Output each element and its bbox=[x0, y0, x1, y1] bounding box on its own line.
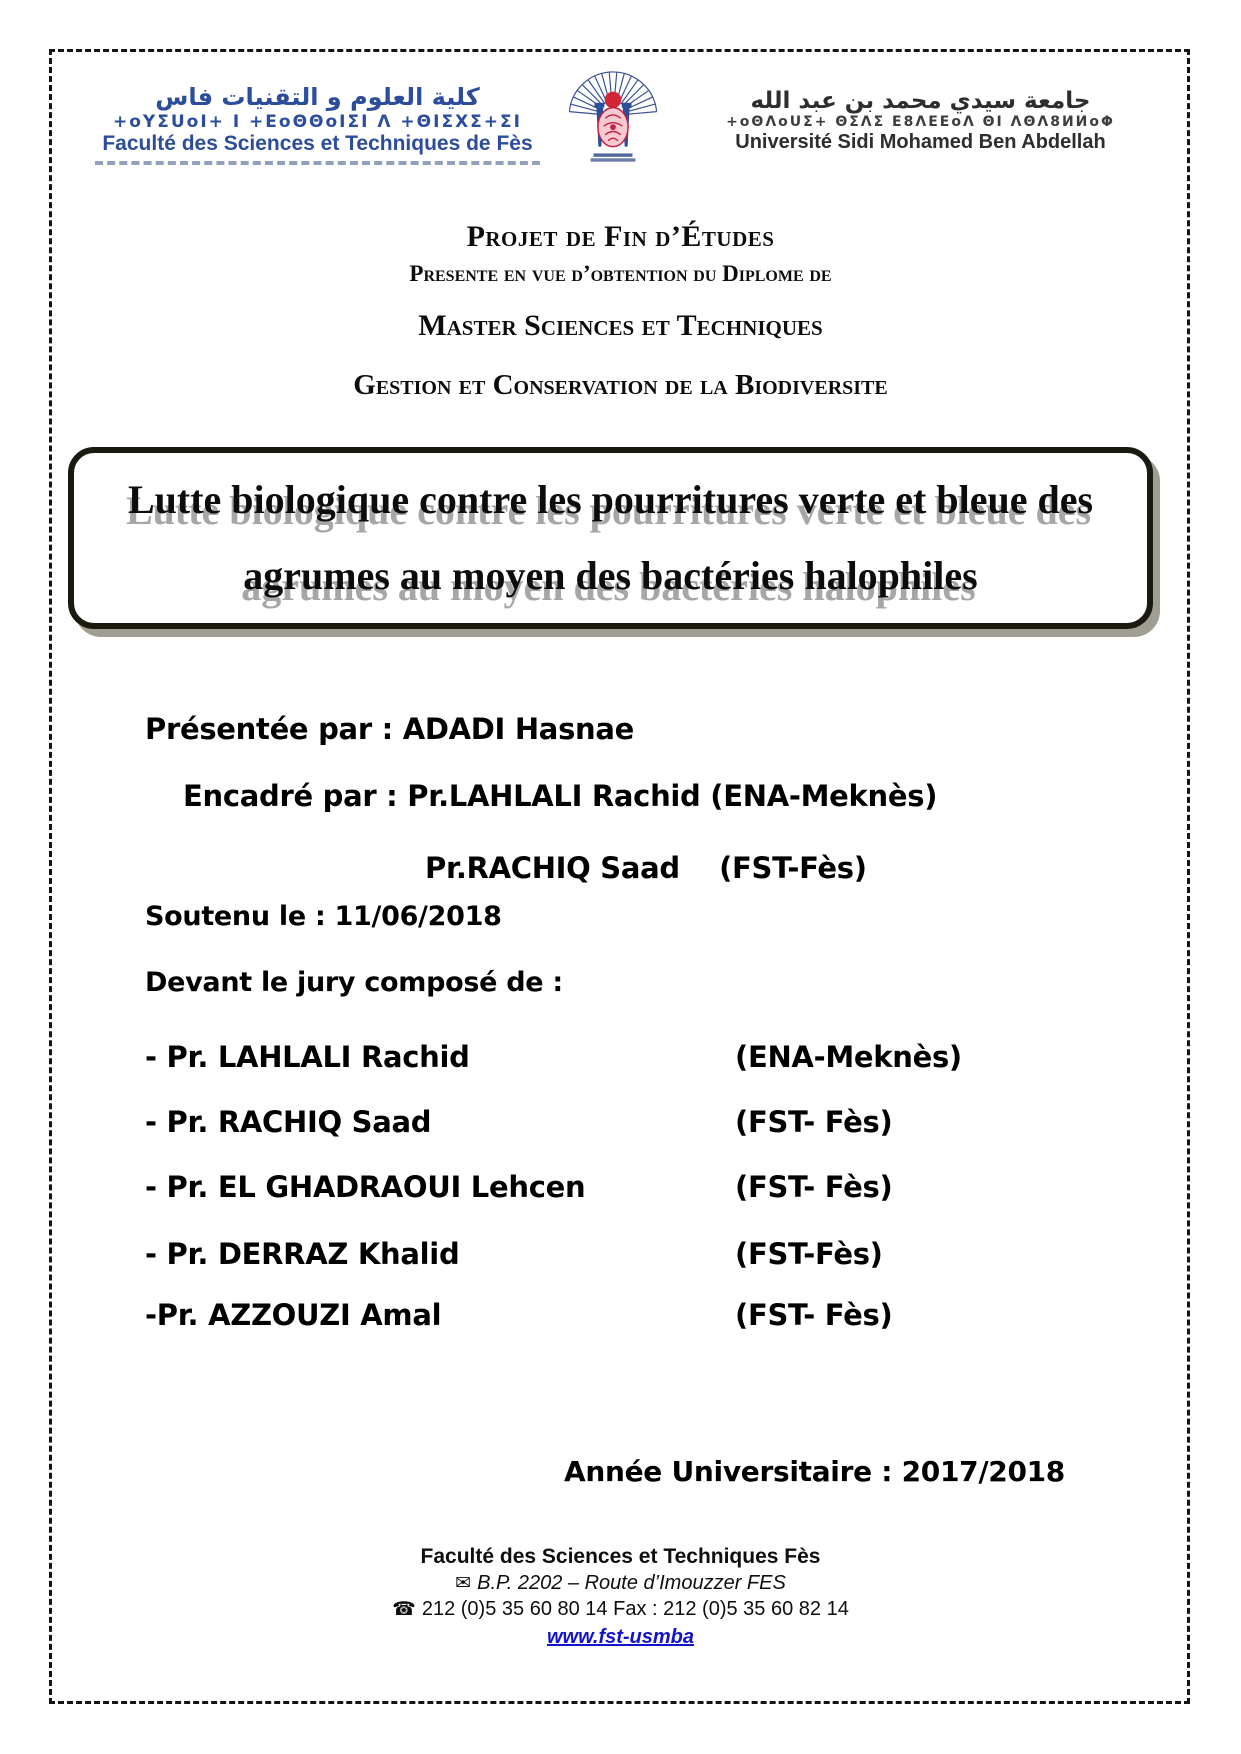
supervised-by-line: Encadré par : Pr.LAHLALI Rachid (ENA-Meknès) bbox=[183, 779, 938, 813]
university-name-tifinagh: +oΘΛoUΣ+ ΘΣΛΣ Ε8ΛΕΕoΛ ΘI ΛΘΛ8ИИoΦ bbox=[726, 114, 1115, 131]
document-type-heading: Projet de Fin d’Études bbox=[466, 220, 775, 253]
phone-icon: ☎ bbox=[392, 1598, 416, 1620]
mail-icon: ✉ bbox=[455, 1572, 472, 1594]
jury-member-affiliation: (ENA-Meknès) bbox=[735, 1040, 962, 1074]
degree-heading-block bbox=[0, 220, 1241, 402]
jury-member-name: - Pr. RACHIQ Saad bbox=[145, 1105, 432, 1139]
presented-by-line: Présentée par : ADADI Hasnae bbox=[145, 712, 635, 746]
diploma-subheading: Presente en vue d’obtention du Diplome de bbox=[409, 261, 832, 286]
jury-heading: Devant le jury composé de : bbox=[145, 967, 563, 998]
footer-phone-line bbox=[0, 1598, 1241, 1621]
thesis-title bbox=[128, 462, 1093, 614]
academic-year: Année Universitaire : 2017/2018 bbox=[563, 1455, 1065, 1488]
jury-row bbox=[145, 1040, 1105, 1074]
footer-faculty-name: Faculté des Sciences et Techniques Fès bbox=[420, 1545, 821, 1568]
jury-member-affiliation: (FST- Fès) bbox=[735, 1298, 893, 1332]
university-header-block bbox=[703, 88, 1138, 154]
thesis-title-line2: agrumes au moyen des bactéries halophiles bbox=[243, 553, 978, 598]
footer-address-line bbox=[0, 1572, 1241, 1595]
university-logo-emblem bbox=[563, 57, 663, 169]
university-logo bbox=[563, 57, 663, 169]
decorative-dashed-line bbox=[95, 161, 540, 165]
specialty-heading: Gestion et Conservation de la Biodiversite bbox=[353, 369, 888, 401]
master-heading: Master Sciences et Techniques bbox=[418, 309, 823, 342]
jury-row bbox=[145, 1105, 1105, 1139]
footer-contact-block bbox=[0, 1545, 1241, 1649]
footer-address: B.P. 2202 – Route d’Imouzzer FES bbox=[477, 1572, 786, 1594]
website-link[interactable]: www.fst-usmba bbox=[546, 1626, 695, 1648]
footer-phone: 212 (0)5 35 60 80 14 Fax : 212 (0)5 35 60 82 14 bbox=[421, 1598, 849, 1620]
jury-member-affiliation: (FST- Fès) bbox=[735, 1105, 893, 1139]
footer-website-line bbox=[0, 1626, 1241, 1649]
jury-member-affiliation: (FST-Fès) bbox=[735, 1237, 883, 1271]
jury-member-name: - Pr. LAHLALI Rachid bbox=[145, 1040, 470, 1074]
thesis-title-line1: Lutte biologique contre les pourritures verte et bleue des bbox=[127, 477, 1094, 522]
faculty-header-block bbox=[95, 84, 540, 165]
faculty-name-arabic: كلية العلوم و التقنيات فاس bbox=[155, 83, 480, 111]
university-name-french: Université Sidi Mohamed Ben Abdellah bbox=[735, 131, 1106, 154]
jury-member-name: - Pr. EL GHADRAOUI Lehcen bbox=[145, 1170, 586, 1204]
supervisor2-line: Pr.RACHIQ Saad (FST-Fès) bbox=[425, 851, 867, 885]
faculty-name-tifinagh: +oYΣUoI+ I +ΕoΘΘoIΣI Λ +ΘIΣΧΣ+ΣI bbox=[113, 111, 522, 132]
thesis-title-box bbox=[68, 447, 1153, 629]
defense-date-line: Soutenu le : 11/06/2018 bbox=[145, 901, 502, 932]
university-name-arabic: جامعة سيدي محمد بن عبد الله bbox=[750, 88, 1091, 114]
faculty-name-french: Faculté des Sciences et Techniques de Fès bbox=[102, 131, 533, 155]
jury-row bbox=[145, 1237, 1105, 1271]
jury-row bbox=[145, 1170, 1105, 1204]
jury-member-name: - Pr. DERRAZ Khalid bbox=[145, 1237, 460, 1271]
jury-member-affiliation: (FST- Fès) bbox=[735, 1170, 893, 1204]
jury-row bbox=[145, 1298, 1105, 1332]
jury-member-name: -Pr. AZZOUZI Amal bbox=[145, 1298, 442, 1332]
